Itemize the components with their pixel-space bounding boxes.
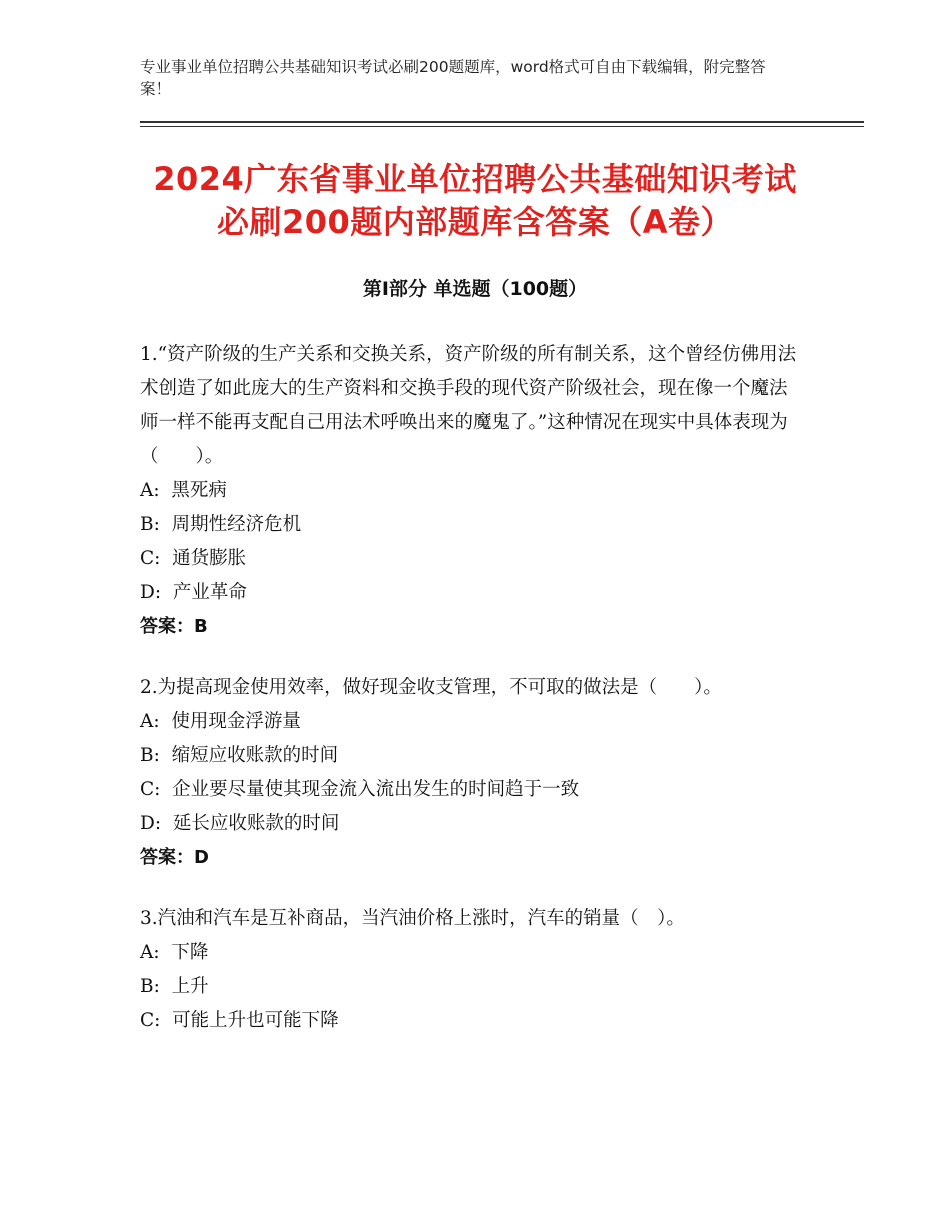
question-1 <box>140 338 805 644</box>
section-title: 第Ⅰ部分 单选题（100题） <box>362 278 588 300</box>
question-text: 1.“资产阶级的生产关系和交换关系，资产阶级的所有制关系，这个曾经仿佛用法术创造了如此庞大的生产资料和交换手段的现代资产阶级社会，现在像一个魔法师一样不能再支配自己用法术呼唤出来的魔鬼了。”这种情况在现实中具体表现为（ ）。 <box>140 344 797 467</box>
title-line-2: 必刷200题内部题库含答案（A卷） <box>216 203 734 241</box>
answer: 答案：B <box>140 616 208 637</box>
answer: 答案：D <box>140 847 209 868</box>
option-c: C: 可能上升也可能下降 <box>140 1010 339 1031</box>
header-rule-thin <box>140 126 864 127</box>
question-2 <box>140 671 805 875</box>
header-note: 专业事业单位招聘公共基础知识考试必刷200题题库，word格式可自由下载编辑，附完整答案！ <box>140 58 766 98</box>
document-title <box>110 158 840 244</box>
option-d: D: 延长应收账款的时间 <box>140 813 340 834</box>
question-list <box>140 338 805 1065</box>
title-line-1: 2024广东省事业单位招聘公共基础知识考试 <box>153 160 797 198</box>
option-d: D: 产业革命 <box>140 582 247 603</box>
question-3 <box>140 902 805 1038</box>
option-a: A: 使用现金浮游量 <box>140 711 301 732</box>
option-a: A: 下降 <box>140 942 209 963</box>
option-b: B: 缩短应收账款的时间 <box>140 745 339 766</box>
question-text: 2.为提高现金使用效率，做好现金收支管理，不可取的做法是（ ）。 <box>140 677 722 698</box>
option-c: C: 通货膨胀 <box>140 548 247 569</box>
option-c: C: 企业要尽量使其现金流入流出发生的时间趋于一致 <box>140 779 580 800</box>
question-text: 3.汽油和汽车是互补商品，当汽油价格上涨时，汽车的销量（ ）。 <box>140 908 685 929</box>
option-b: B: 上升 <box>140 976 209 997</box>
header-rule-thick <box>140 121 864 123</box>
option-b: B: 周期性经济危机 <box>140 514 302 535</box>
option-a: A: 黑死病 <box>140 480 227 501</box>
